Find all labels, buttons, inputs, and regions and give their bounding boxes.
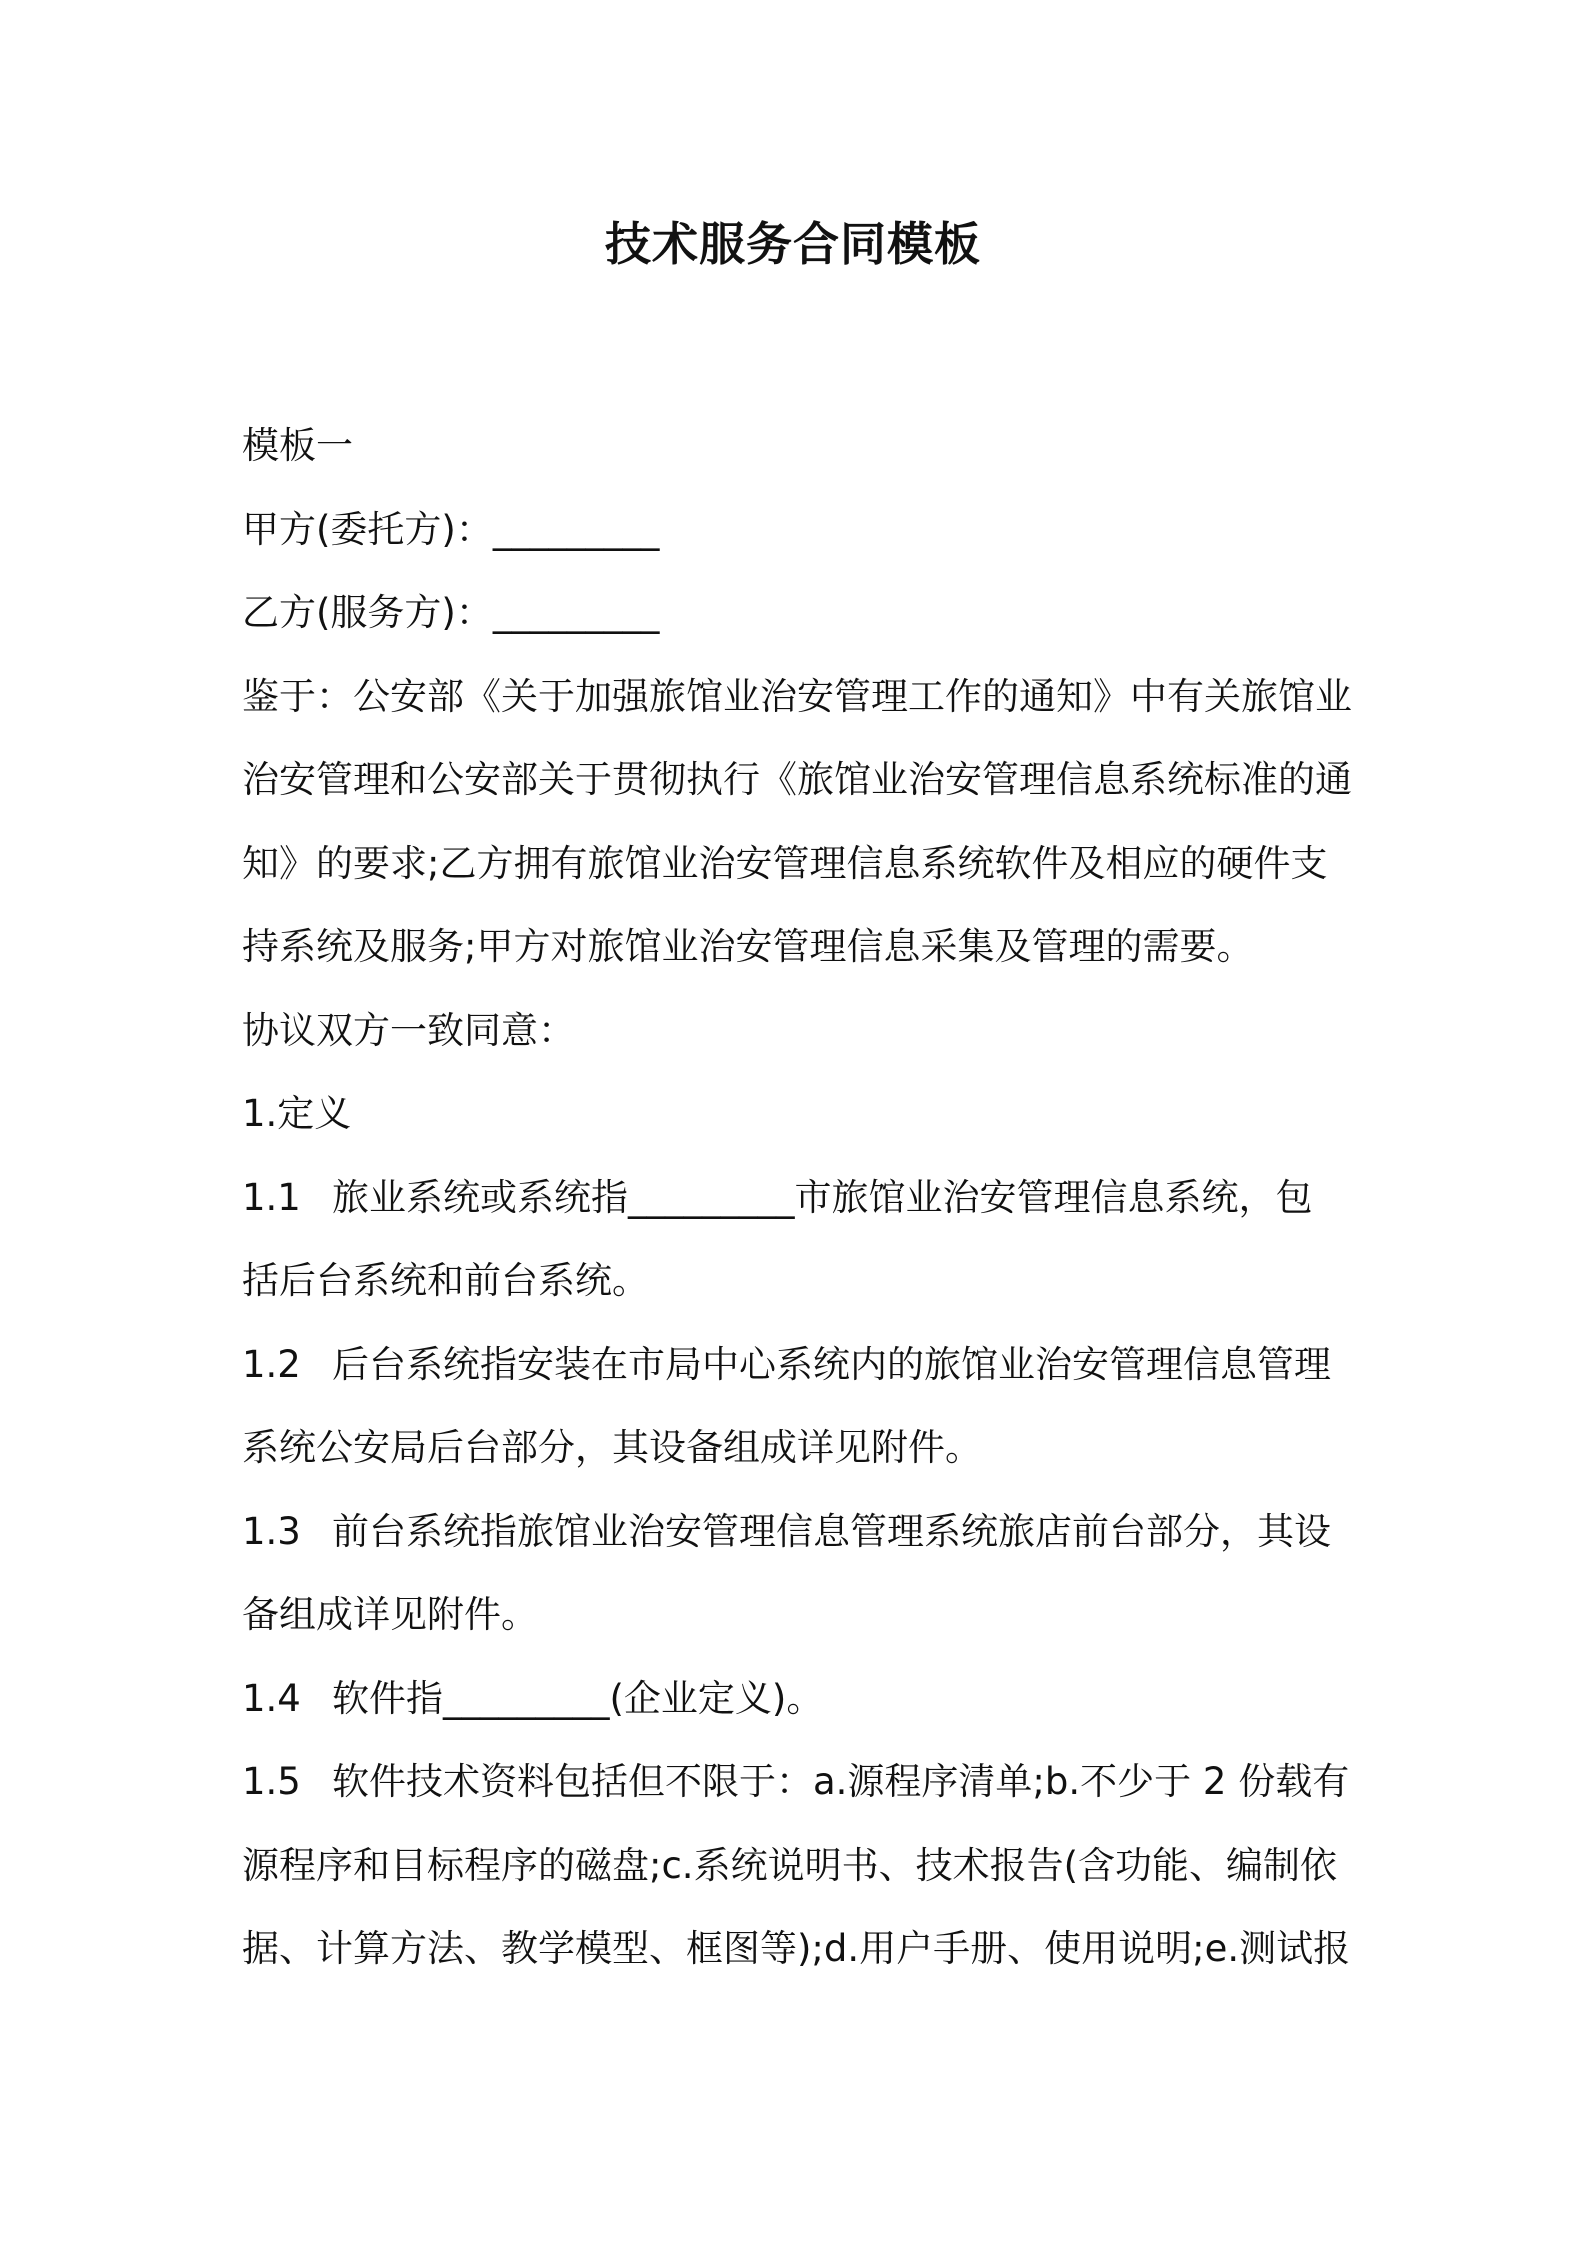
document-title: 技术服务合同模板 <box>605 217 981 271</box>
line-text: 知》的要求;乙方拥有旅馆业治安管理信息系统软件及相应的硬件支 <box>242 841 1328 885</box>
line-text: 乙方(服务方)：_________ <box>242 591 660 634</box>
line-text: 后台系统指安装在市局中心系统内的旅馆业治安管理信息管理 <box>332 1342 1331 1386</box>
line-text: 模板一 <box>242 424 353 467</box>
line-text: 治安管理和公安部关于贯彻执行《旅馆业治安管理信息系统标准的通 <box>242 758 1352 801</box>
clause-line <box>242 1740 1348 1824</box>
line-text: 括后台系统和前台系统。 <box>242 1259 649 1302</box>
line-text: 甲方(委托方)：_________ <box>242 507 660 551</box>
line-text: 软件指_________(企业定义)。 <box>332 1676 824 1720</box>
paragraph-line <box>242 1239 1348 1323</box>
paragraph-line <box>242 822 1348 906</box>
clause-line <box>242 1490 1348 1574</box>
paragraph-line <box>242 571 1348 655</box>
line-text: 备组成详见附件。 <box>242 1593 538 1636</box>
clause-number: 1.5 <box>242 1760 301 1803</box>
clause-number: 1.4 <box>242 1676 301 1720</box>
line-text: 持系统及服务;甲方对旅馆业治安管理信息采集及管理的需要。 <box>242 925 1254 968</box>
clause-number: 1.3 <box>242 1509 301 1553</box>
line-text: 系统公安局后台部分，其设备组成详见附件。 <box>242 1426 982 1469</box>
line-text: 软件技术资料包括但不限于：a.源程序清单;b.不少于 2 份载有 <box>332 1760 1350 1803</box>
line-text: 据、计算方法、教学模型、框图等);d.用户手册、使用说明;e.测试报 <box>242 1927 1351 1970</box>
paragraph-line <box>242 738 1352 822</box>
paragraph-line <box>242 655 1352 739</box>
paragraph-line <box>242 989 1348 1073</box>
paragraph-line <box>242 905 1348 989</box>
clause-number: 1.2 <box>242 1342 301 1386</box>
line-text: 协议双方一致同意： <box>242 1008 575 1052</box>
line-text: 1.定义 <box>242 1092 352 1135</box>
line-text: 源程序和目标程序的磁盘;c.系统说明书、技术报告(含功能、编制依 <box>242 1843 1338 1887</box>
clause-line <box>242 1156 1348 1240</box>
clause-line <box>242 1657 1348 1741</box>
clause-number: 1.1 <box>242 1175 301 1219</box>
clause-line <box>242 1323 1348 1407</box>
paragraph-line <box>242 1824 1348 1908</box>
paragraph-line <box>242 488 1348 572</box>
line-text: 旅业系统或系统指_________市旅馆业治安管理信息系统，包 <box>332 1175 1313 1219</box>
paragraph-line <box>242 1573 1348 1657</box>
document-body <box>242 404 1352 1991</box>
paragraph-line <box>242 1907 1351 1991</box>
paragraph-line <box>242 1406 1348 1490</box>
paragraph-line <box>242 404 1348 488</box>
line-text: 鉴于：公安部《关于加强旅馆业治安管理工作的通知》中有关旅馆业 <box>242 674 1352 718</box>
section-heading <box>242 1072 1348 1156</box>
line-text: 前台系统指旅馆业治安管理信息管理系统旅店前台部分，其设 <box>332 1509 1331 1553</box>
